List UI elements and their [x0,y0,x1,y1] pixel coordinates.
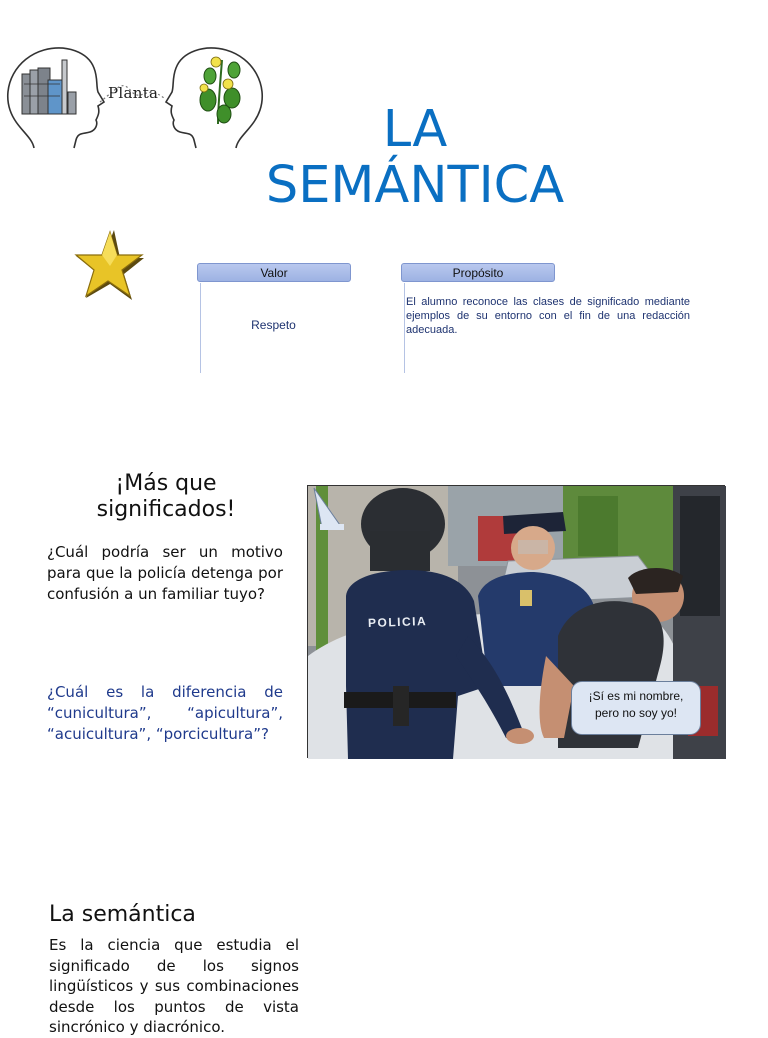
valor-header: Valor [197,263,351,282]
factory-icon [22,60,76,114]
question-police-motive: ¿Cuál podría ser un motivo para que la policía detenga por confusión a un familiar tuyo? [47,543,283,603]
section-heading-la-semantica: La semántica [49,902,196,927]
proposito-value: El alumno reconoce las clases de significado mediante ejemplos de su entorno con el fin de una redacción adecuada. [406,296,690,336]
semantica-definition: Es la ciencia que estudia el significado de los signos lingüísticos y sus combinaciones desde los puntos de vista sincrónico y diacrónico. [49,936,299,1036]
proposito-divider [404,283,405,373]
question-word-difference: ¿Cuál es la diferencia de “cunicultura”, “apicultura”, “acuicultura”, “porcicultura”? [47,683,283,743]
police-vest-label: POLICIA [367,613,428,631]
valor-value: Respeto [251,318,296,332]
speech-bubble-tail [308,486,348,530]
speech-bubble-line-1: ¡Sí es mi nombre, [588,689,684,703]
speech-bubble [571,681,701,735]
planta-label: Planta [108,84,159,102]
section-heading-mas-que-significados: ¡Más que significados! [96,471,236,522]
speech-bubble-line-2: pero no soy yo! [594,706,678,720]
proposito-header: Propósito [401,263,555,282]
police-arrest-photo [307,485,725,758]
title-line-2: SEMÁNTICA [265,156,565,215]
title-line-1: LA [382,100,448,159]
page-title [200,102,630,214]
star-icon [74,228,146,304]
